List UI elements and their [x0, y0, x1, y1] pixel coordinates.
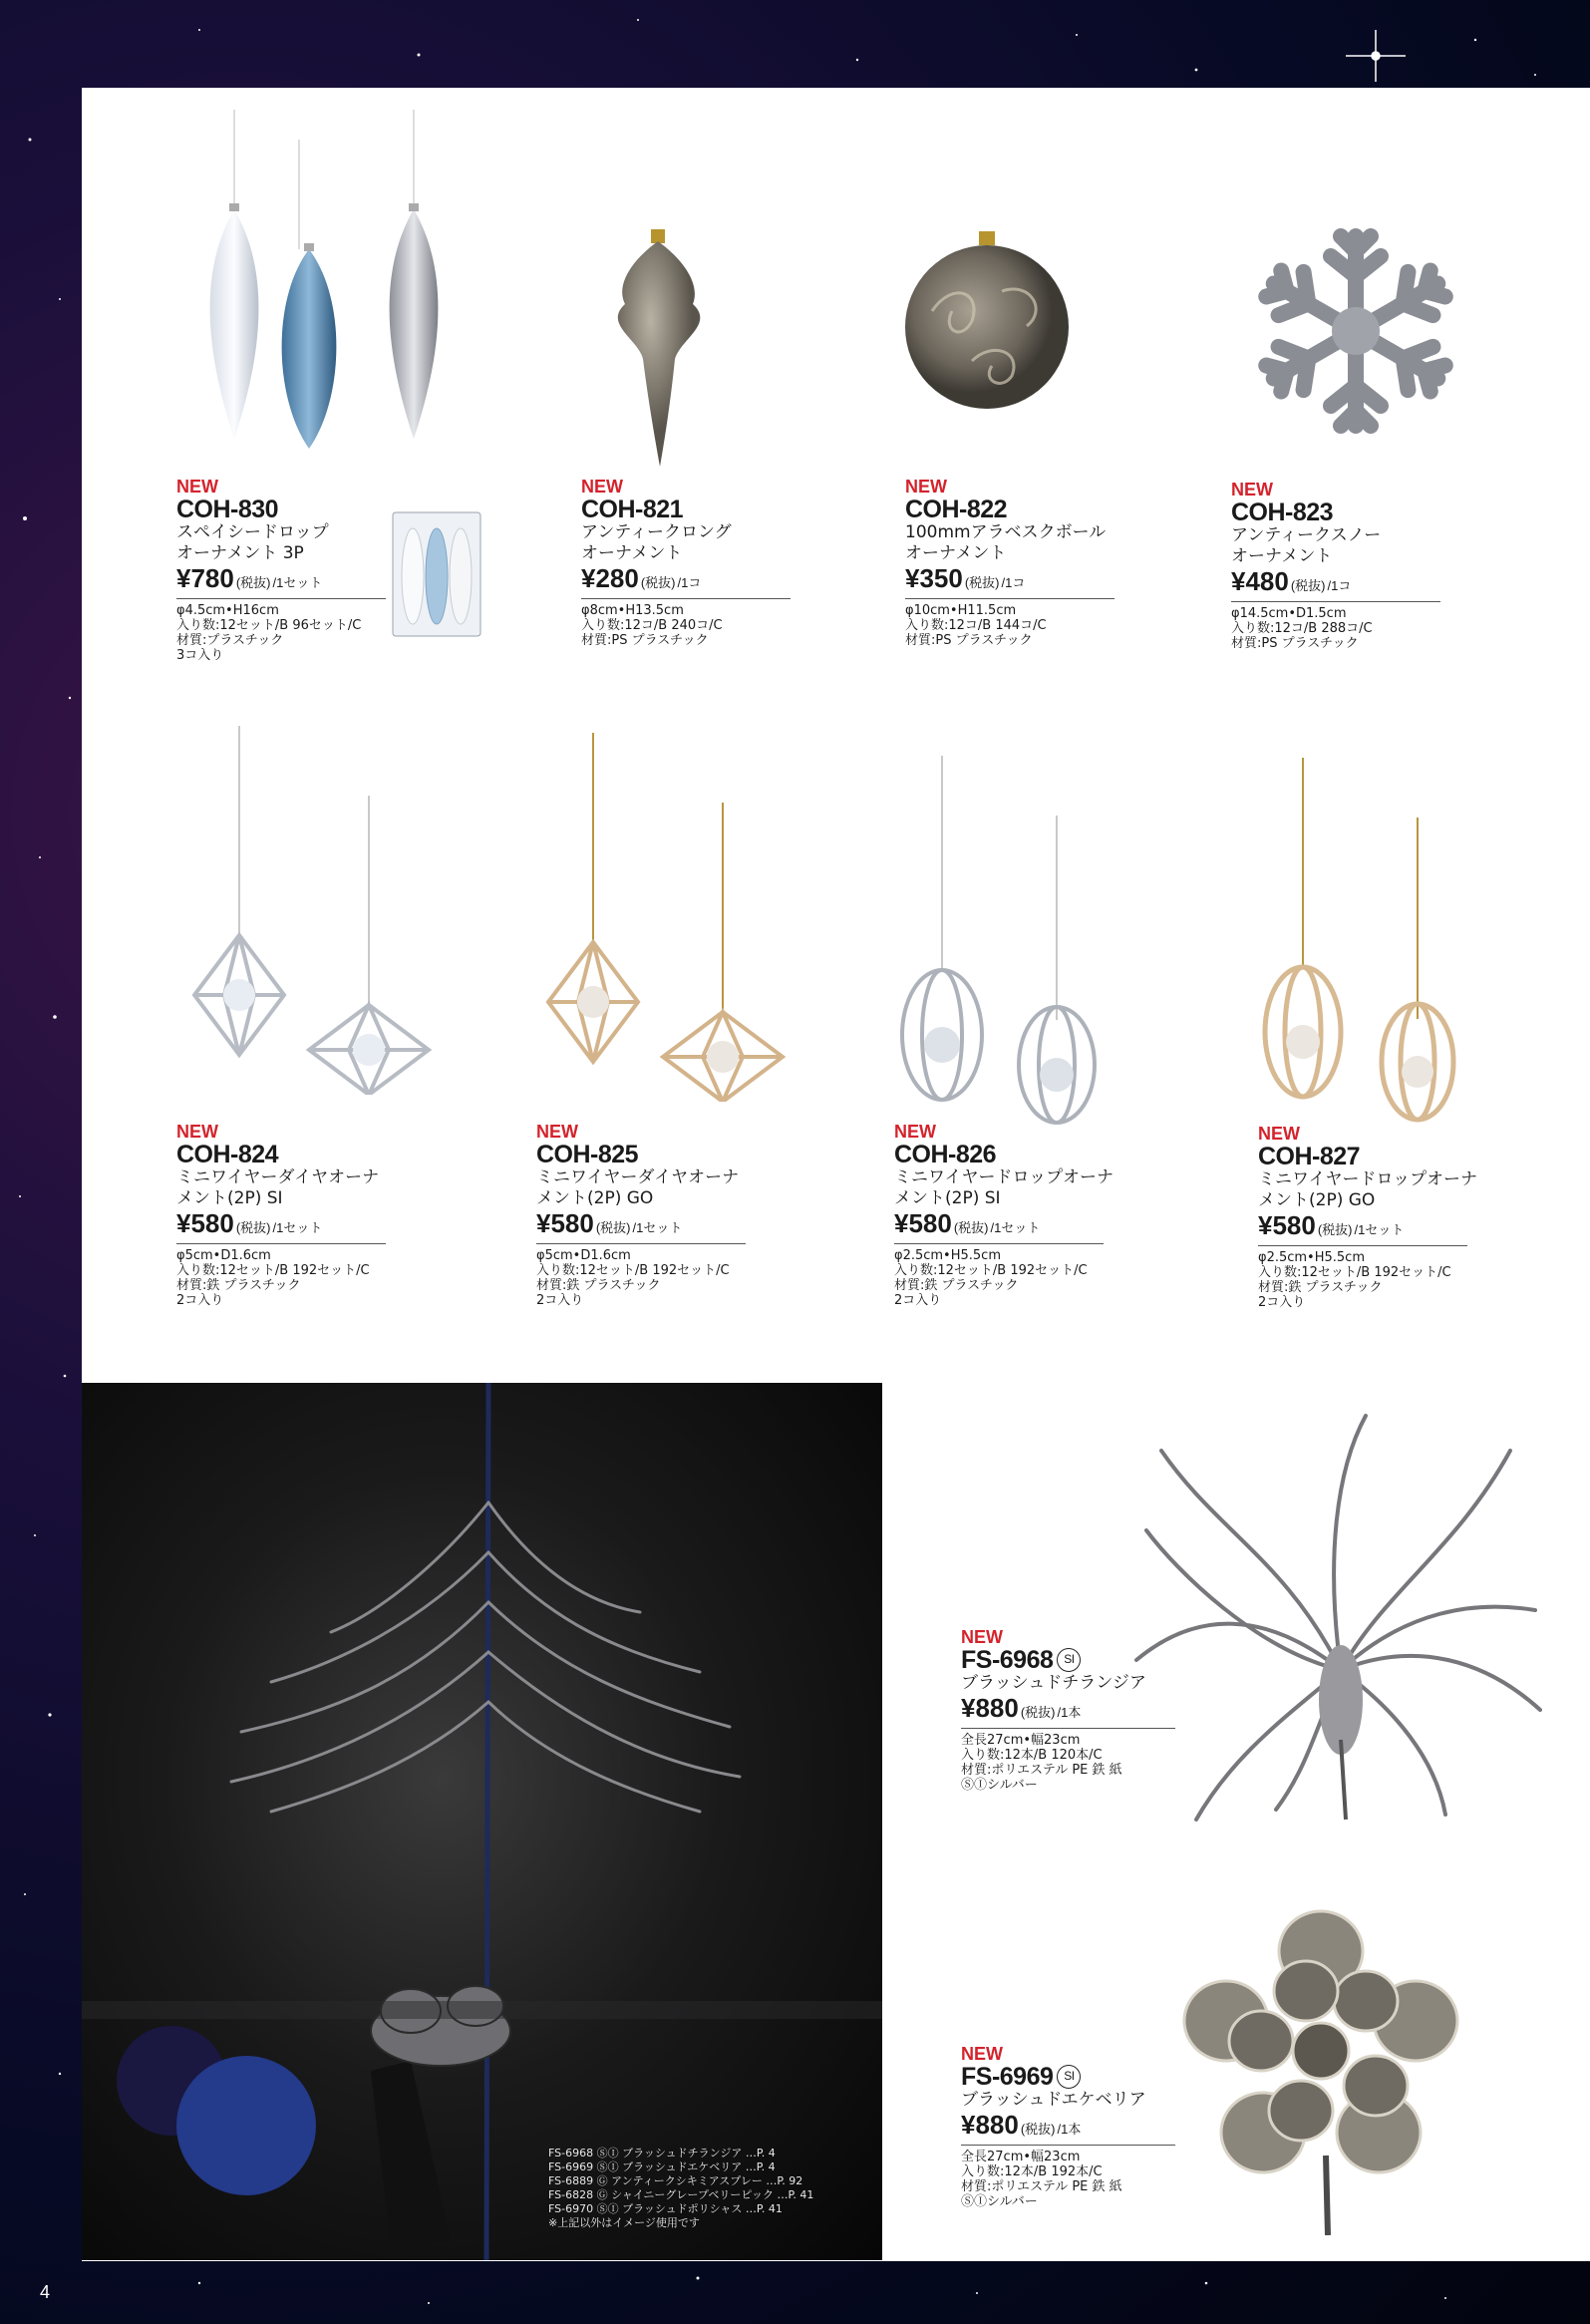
price-unit: /1コ — [1001, 575, 1026, 590]
product-code-text: FS-6968 — [961, 1646, 1054, 1674]
spec-size: φ4.5cm•H16cm — [176, 603, 279, 618]
tax-label: (税抜) — [1290, 578, 1326, 593]
spec-material: 材質:PS プラスチック — [581, 633, 709, 648]
product-code-text: COH-826 — [894, 1141, 997, 1168]
new-label: NEW — [176, 1122, 218, 1142]
spec-contents: 2コ入り — [1258, 1295, 1306, 1310]
page-number: 4 — [40, 2282, 51, 2302]
spec-quantity: 入り数:12セット/B 96セット/C — [176, 618, 362, 633]
product-code — [1231, 499, 1490, 525]
new-label: NEW — [536, 1122, 578, 1142]
product-specs — [905, 603, 1164, 648]
price-value: ¥480 — [1231, 566, 1289, 596]
spec-size: φ2.5cm•H5.5cm — [894, 1248, 1001, 1263]
product-code — [961, 2064, 1220, 2090]
product-coh-825 — [536, 1122, 795, 1308]
price-unit: /1セット — [990, 1220, 1041, 1235]
caption-line: FS-6969 ⓈⒾ ブラッシュドエケベリア …P. 4 — [548, 2160, 776, 2173]
spec-size: φ2.5cm•H5.5cm — [1258, 1250, 1365, 1265]
spec-size: φ5cm•D1.6cm — [536, 1248, 631, 1263]
product-name: ブラッシュドチランジア — [961, 1673, 1146, 1693]
new-label: NEW — [905, 477, 947, 497]
product-code — [961, 1647, 1220, 1673]
new-label: NEW — [961, 2044, 1003, 2064]
price-value: ¥780 — [176, 563, 234, 593]
product-specs — [1231, 606, 1490, 651]
echeveria-plant-image — [1176, 1906, 1475, 2235]
product-name: ミニワイヤードロップオーナ メント(2P) SI — [894, 1167, 1113, 1208]
product-coh-827 — [1258, 1124, 1517, 1310]
tax-label: (税抜) — [595, 1220, 631, 1235]
product-price — [176, 564, 386, 599]
product-code-text: FS-6969 — [961, 2063, 1054, 2091]
spec-size: 全長27cm•幅23cm — [961, 2150, 1081, 2164]
product-price — [176, 1209, 386, 1244]
price-value: ¥350 — [905, 563, 963, 593]
price-unit: /1セット — [272, 575, 323, 590]
price-value: ¥880 — [961, 1693, 1019, 1723]
product-price — [961, 1694, 1175, 1729]
new-label: NEW — [176, 477, 218, 497]
price-unit: /1本 — [1057, 1705, 1082, 1720]
product-code — [905, 497, 1164, 522]
spec-size: φ8cm•H13.5cm — [581, 603, 684, 618]
photo-caption — [548, 2147, 813, 2230]
product-price — [894, 1209, 1104, 1244]
price-value: ¥580 — [894, 1208, 952, 1238]
caption-line: FS-6889 Ⓖ アンティークシキミアスプレー …P. 92 — [548, 2174, 803, 2187]
product-name: 100mmアラベスクボール オーナメント — [905, 522, 1107, 563]
product-code-text: COH-824 — [176, 1141, 279, 1168]
spec-color: ⓈⒾシルバー — [961, 1778, 1038, 1793]
product-code — [176, 497, 436, 522]
product-specs — [961, 1733, 1220, 1793]
caption-line: FS-6968 ⓈⒾ ブラッシュドチランジア …P. 4 — [548, 2147, 776, 2159]
product-coh-822 — [905, 477, 1164, 648]
product-fs-6969 — [961, 2044, 1220, 2209]
product-coh-824 — [176, 1122, 436, 1308]
product-code-text: COH-821 — [581, 496, 684, 523]
new-label: NEW — [961, 1627, 1003, 1647]
tax-label: (税抜) — [235, 1220, 271, 1235]
spec-size: φ14.5cm•D1.5cm — [1231, 606, 1347, 621]
product-name: スペイシードロップ オーナメント 3P — [176, 522, 329, 563]
tax-label: (税抜) — [1317, 1222, 1353, 1237]
price-unit: /1コ — [1327, 578, 1352, 593]
product-specs — [176, 1248, 436, 1308]
spec-contents: 2コ入り — [536, 1293, 584, 1308]
new-label: NEW — [1258, 1124, 1300, 1144]
product-price — [905, 564, 1114, 599]
product-name: ブラッシュドエケベリア — [961, 2090, 1146, 2110]
spec-size: φ10cm•H11.5cm — [905, 603, 1017, 618]
caption-line: ※上記以外はイメージ使用です — [548, 2216, 700, 2229]
caption-line: FS-6828 Ⓖ シャイニーグレープベリーピック …P. 41 — [548, 2188, 814, 2201]
product-name: ミニワイヤードロップオーナ メント(2P) GO — [1258, 1169, 1477, 1210]
spec-size: φ5cm•D1.6cm — [176, 1248, 271, 1263]
wire-drop-gold-image — [1258, 758, 1457, 1127]
tax-label: (税抜) — [1020, 1705, 1056, 1720]
wire-diamond-gold-image — [523, 733, 793, 1102]
product-price — [536, 1209, 746, 1244]
sparkle-star — [1346, 30, 1406, 82]
arabesque-ball-ornament-image — [902, 231, 1072, 411]
spec-color: ⓈⒾシルバー — [961, 2194, 1038, 2209]
price-unit: /1コ — [677, 575, 702, 590]
wire-diamond-silver-image — [169, 726, 439, 1095]
spec-contents: 2コ入り — [894, 1293, 942, 1308]
lifestyle-photo — [82, 1383, 882, 2260]
product-price — [1231, 567, 1440, 602]
spec-quantity: 入り数:12本/B 120本/C — [961, 1748, 1103, 1763]
product-name: ミニワイヤーダイヤオーナ メント(2P) SI — [176, 1167, 380, 1208]
spec-quantity: 入り数:12コ/B 288コ/C — [1231, 621, 1373, 636]
product-code — [894, 1142, 1153, 1167]
tax-label: (税抜) — [640, 575, 676, 590]
spec-quantity: 入り数:12セット/B 192セット/C — [536, 1263, 730, 1278]
spec-material: 材質:鉄 プラスチック — [894, 1278, 1019, 1293]
tax-label: (税抜) — [964, 575, 1000, 590]
price-value: ¥880 — [961, 2110, 1019, 2140]
product-specs — [1258, 1250, 1517, 1310]
product-code-text: COH-823 — [1231, 498, 1334, 526]
spec-material: 材質:PS プラスチック — [905, 633, 1033, 648]
price-unit: /1セット — [272, 1220, 323, 1235]
price-value: ¥280 — [581, 563, 639, 593]
product-code-text: COH-822 — [905, 496, 1008, 523]
tax-label: (税抜) — [1020, 2122, 1056, 2137]
spec-quantity: 入り数:12コ/B 144コ/C — [905, 618, 1047, 633]
product-coh-830 — [176, 477, 436, 663]
spec-size: 全長27cm•幅23cm — [961, 1733, 1081, 1748]
product-code — [536, 1142, 795, 1167]
product-code — [581, 497, 840, 522]
spec-material: 材質:プラスチック — [176, 633, 284, 648]
spec-material: 材質:ポリエステル PE 鉄 紙 — [961, 2179, 1122, 2194]
wire-drop-silver-image — [897, 756, 1097, 1125]
price-value: ¥580 — [536, 1208, 594, 1238]
new-label: NEW — [581, 477, 623, 497]
price-unit: /1セット — [1354, 1222, 1405, 1237]
spec-material: 材質:鉄 プラスチック — [176, 1278, 301, 1293]
product-specs — [176, 603, 436, 663]
product-specs — [961, 2150, 1220, 2209]
product-specs — [581, 603, 840, 648]
price-value: ¥580 — [1258, 1210, 1316, 1240]
product-name: ミニワイヤーダイヤオーナ メント(2P) GO — [536, 1167, 740, 1208]
product-coh-821 — [581, 477, 840, 648]
spec-material: 材質:鉄 プラスチック — [1258, 1280, 1383, 1295]
antique-long-ornament-image — [603, 229, 713, 469]
snowflake-ornament-image — [1246, 221, 1465, 441]
product-code-text: COH-827 — [1258, 1143, 1361, 1170]
product-price — [581, 564, 791, 599]
product-code-text: COH-830 — [176, 496, 279, 523]
drop-ornament-set-image — [189, 110, 488, 449]
product-specs — [894, 1248, 1153, 1308]
new-label: NEW — [1231, 480, 1273, 499]
product-fs-6968 — [961, 1627, 1220, 1793]
spec-material: 材質:ポリエステル PE 鉄 紙 — [961, 1763, 1122, 1778]
price-value: ¥580 — [176, 1208, 234, 1238]
product-code-text: COH-825 — [536, 1141, 639, 1168]
photo-scene — [82, 1383, 882, 2260]
spec-material: 材質:鉄 プラスチック — [536, 1278, 661, 1293]
product-price — [961, 2111, 1175, 2146]
color-badge: SI — [1057, 2065, 1081, 2089]
product-coh-826 — [894, 1122, 1153, 1308]
tax-label: (税抜) — [235, 575, 271, 590]
new-label: NEW — [894, 1122, 936, 1142]
spec-quantity: 入り数:12セット/B 192セット/C — [176, 1263, 370, 1278]
spec-quantity: 入り数:12コ/B 240コ/C — [581, 618, 723, 633]
product-coh-823 — [1231, 480, 1490, 651]
spec-contents: 2コ入り — [176, 1293, 224, 1308]
product-name: アンティークスノー オーナメント — [1231, 525, 1382, 566]
color-badge: SI — [1057, 1648, 1081, 1672]
product-specs — [536, 1248, 795, 1308]
spec-quantity: 入り数:12本/B 192本/C — [961, 2164, 1103, 2179]
spec-material: 材質:PS プラスチック — [1231, 636, 1359, 651]
spec-contents: 3コ入り — [176, 648, 224, 663]
caption-line: FS-6970 ⓈⒾ ブラッシュドポリシャス …P. 41 — [548, 2202, 783, 2215]
product-code — [1258, 1144, 1517, 1169]
price-unit: /1セット — [632, 1220, 683, 1235]
product-name: アンティークロング オーナメント — [581, 522, 732, 563]
price-unit: /1本 — [1057, 2122, 1082, 2137]
spec-quantity: 入り数:12セット/B 192セット/C — [1258, 1265, 1451, 1280]
tax-label: (税抜) — [953, 1220, 989, 1235]
product-price — [1258, 1211, 1467, 1246]
spec-quantity: 入り数:12セット/B 192セット/C — [894, 1263, 1088, 1278]
product-code — [176, 1142, 436, 1167]
